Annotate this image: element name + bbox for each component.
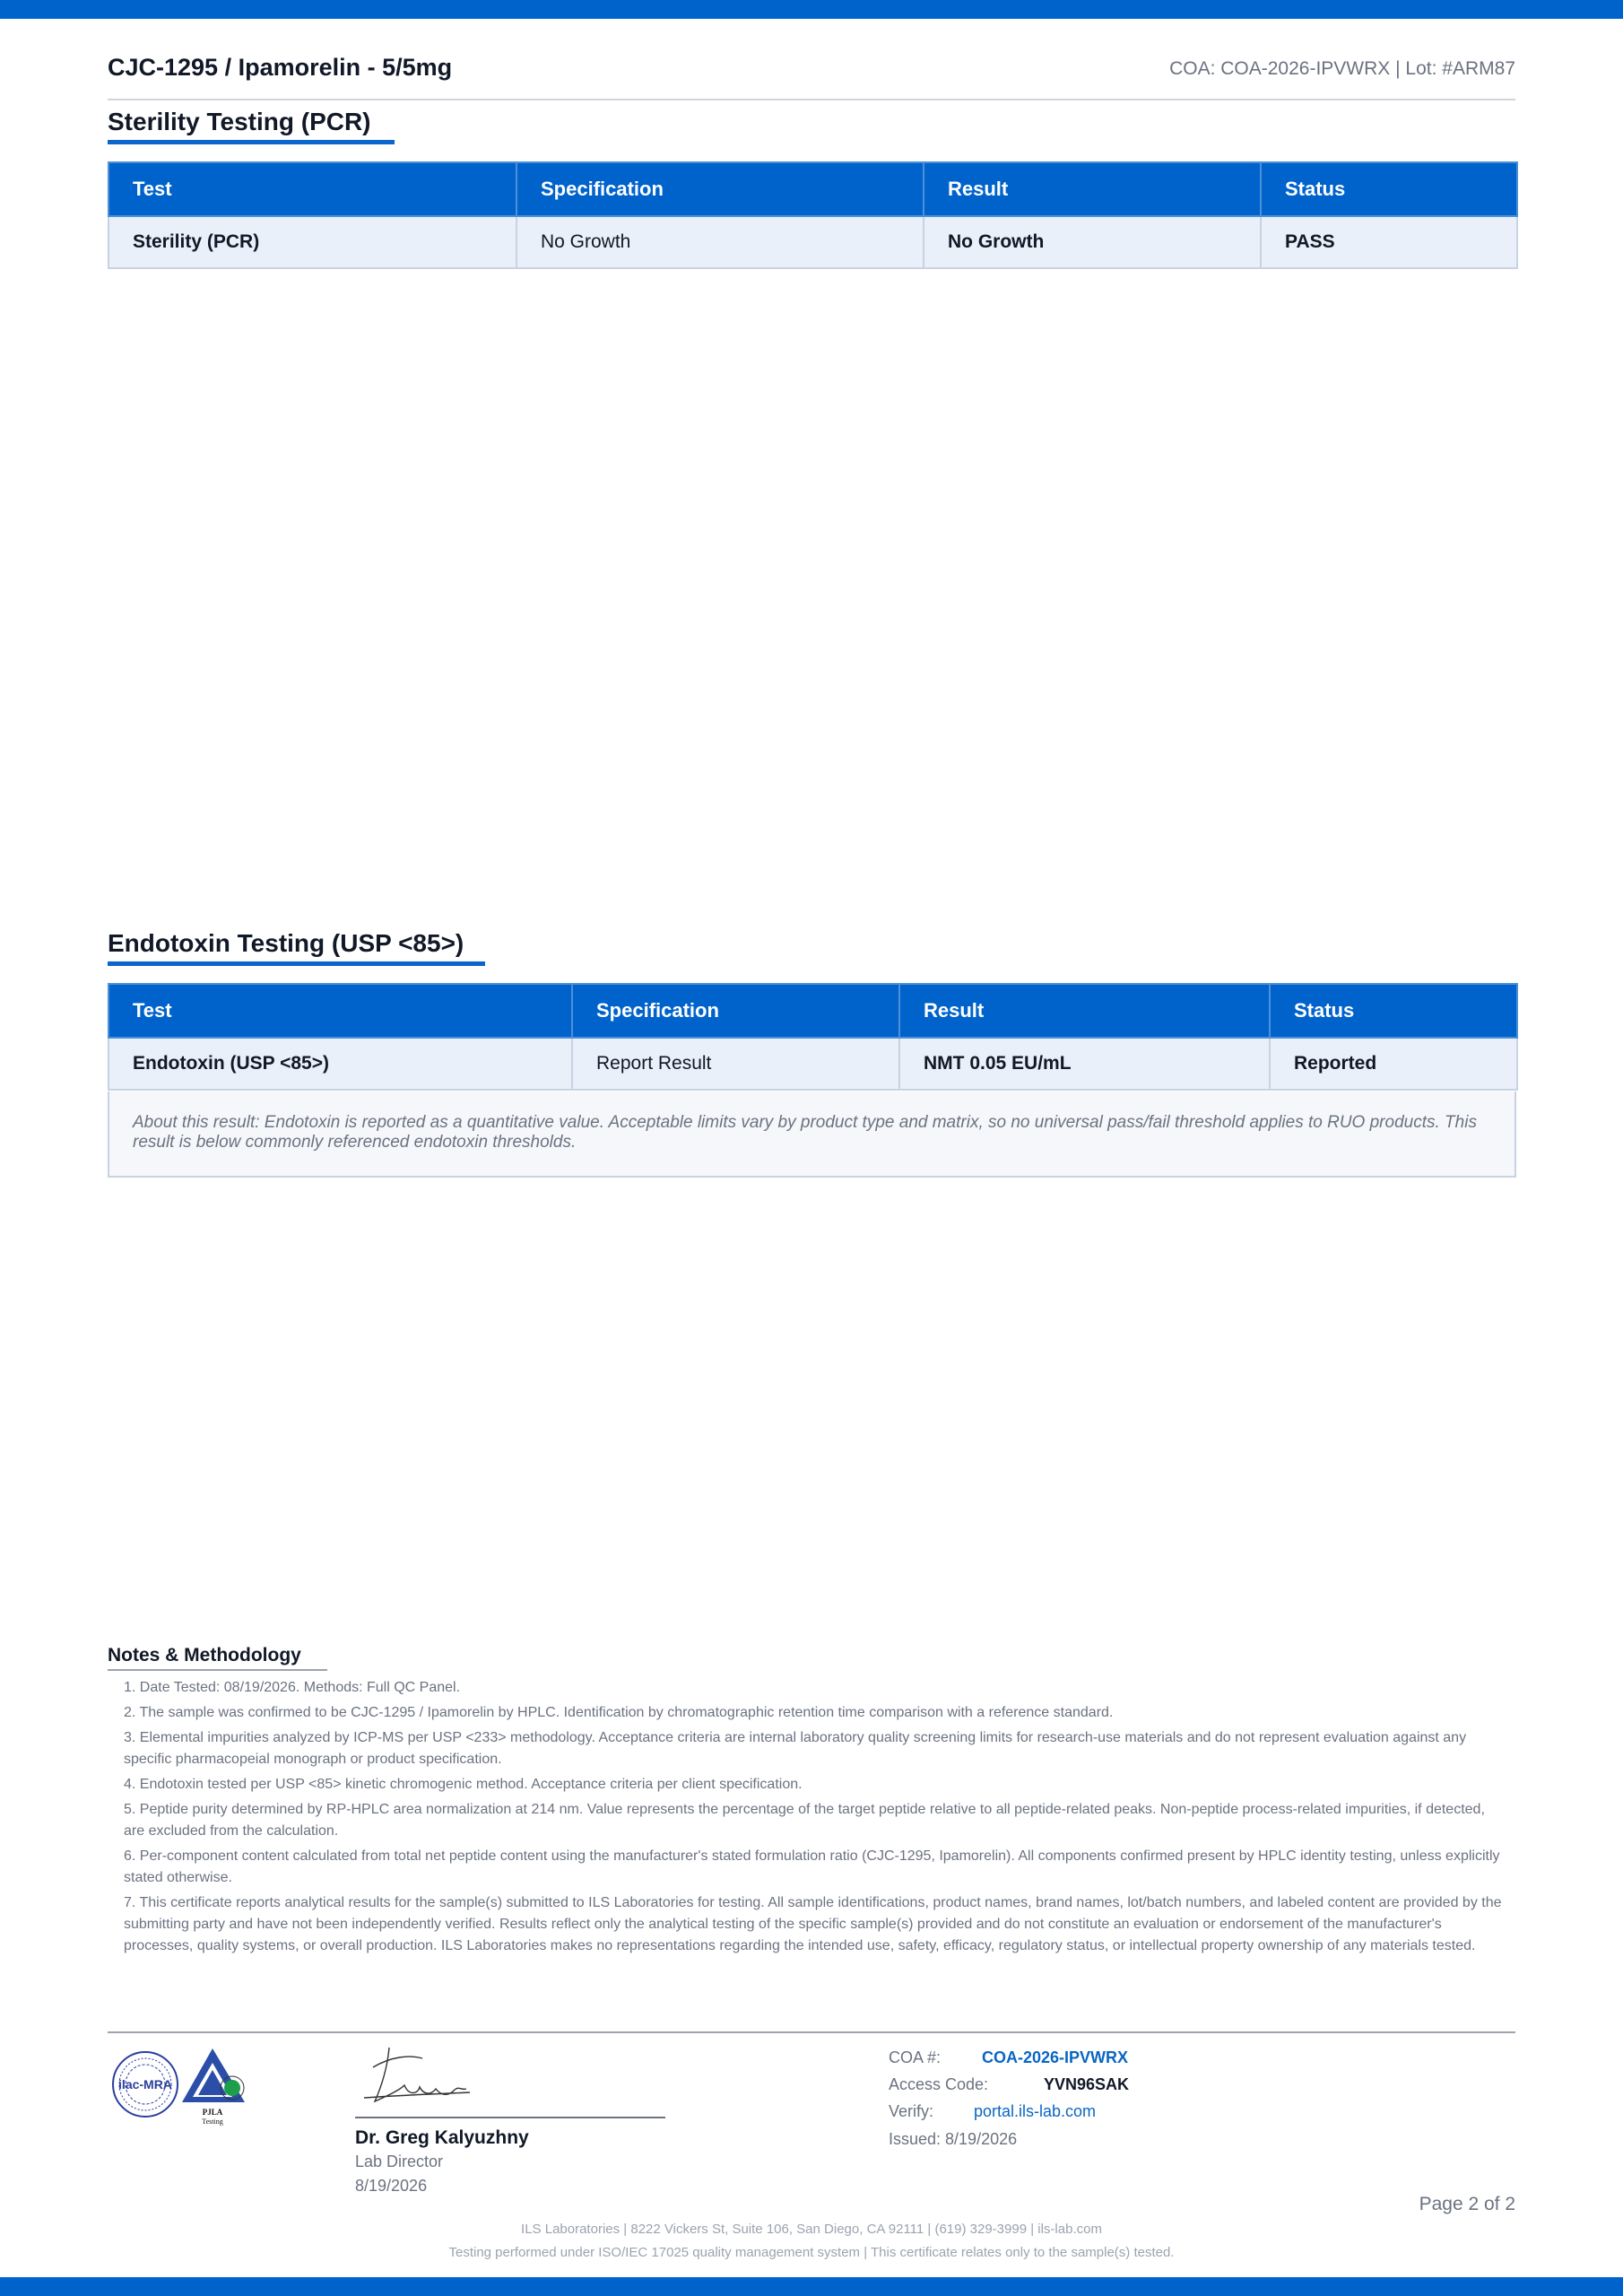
signature-date: 8/19/2026 <box>355 2177 428 2195</box>
sterility-title-underline <box>108 140 395 144</box>
notes-divider <box>108 1669 327 1671</box>
column-header-status: Status <box>1270 984 1517 1038</box>
column-header-test: Test <box>108 162 516 216</box>
table-row <box>108 1038 1517 1090</box>
signer-name: Dr. Greg Kalyuzhny <box>355 2127 529 2148</box>
table-header-row <box>108 984 1517 1038</box>
coa-number-label: COA #: <box>889 2048 942 2066</box>
list-item: 7. This certificate reports analytical results for the sample(s) submitted to ILS Laboratories for testing. All sample identifications, product names, brand names, lot/batch numbers, and labeled content are provided by the submitting party and have not been independently verified. Results reflect only the analytical testing of the specific sample(s) provided and do not constitute an evaluation or endorsement of the manufacturer's processes, quality systems, or overall production. ILS Laboratories makes no representations regarding the intended use, safety, efficacy, regulatory status, or intellectual property ownership of any materials tested. <box>124 1895 1502 1953</box>
issued-date: Issued: 8/19/2026 <box>889 2130 1018 2148</box>
cell-specification: Report Result <box>572 1038 899 1090</box>
coa-lot-reference: COA: COA-2026-IPVWRX | Lot: #ARM87 <box>1169 58 1515 79</box>
lab-contact-footer: ILS Laboratories | 8222 Vickers St, Suite 106, San Diego, CA 92111 | (619) 329-3999 | ils-lab.com <box>521 2222 1102 2237</box>
notes-title: Notes & Methodology <box>108 1645 301 1665</box>
pjla-subtext: Testing <box>202 2118 223 2126</box>
table-header-row <box>108 162 1517 216</box>
list-item: 5. Peptide purity determined by RP-HPLC area normalization at 214 nm. Value represents the percentage of the target peptide relative to all peptide-related peaks. Non-peptide process-related impurities, if detected, are excluded from the calculation. <box>124 1802 1485 1839</box>
cell-specification: No Growth <box>516 216 924 268</box>
endotoxin-section-title: Endotoxin Testing (USP <85>) <box>108 929 464 957</box>
endotoxin-table <box>108 983 1518 1091</box>
status-badge: Reported <box>1270 1038 1517 1090</box>
column-header-specification: Specification <box>572 984 899 1038</box>
list-item: 1. Date Tested: 08/19/2026. Methods: Full QC Panel. <box>124 1680 461 1695</box>
signer-role: Lab Director <box>355 2152 444 2170</box>
column-header-result: Result <box>924 162 1261 216</box>
coa-number-value: COA-2026-IPVWRX <box>982 2048 1129 2066</box>
pjla-testing-seal-icon <box>182 2047 252 2131</box>
accreditation-footer: Testing performed under ISO/IEC 17025 quality management system | This certificate relates only to the sample(s) tested. <box>448 2245 1175 2260</box>
sterility-section-title: Sterility Testing (PCR) <box>108 108 371 135</box>
endotoxin-result-note: About this result: Endotoxin is reported as a quantitative value. Acceptable limits vary by product type and matrix, so no universal pass/fail threshold applies to RUO products. This result is below commonly referenced endotoxin thresholds. <box>108 1091 1516 1178</box>
ilac-mra-text: ilac-MRA <box>118 2077 172 2092</box>
signature-line <box>355 2117 665 2118</box>
document-title: CJC-1295 / Ipamorelin - 5/5mg <box>108 54 453 81</box>
access-code-label: Access Code: <box>889 2075 989 2093</box>
top-accent-bar <box>0 0 1623 19</box>
ilac-mra-seal-icon <box>111 2050 179 2118</box>
page-number: Page 2 of 2 <box>1419 2194 1515 2214</box>
verify-portal-link[interactable]: portal.ils-lab.com <box>974 2102 1097 2120</box>
table-row <box>108 216 1517 268</box>
cell-result: No Growth <box>924 216 1261 268</box>
endotoxin-title-underline <box>108 961 485 966</box>
pjla-text: PJLA <box>202 2108 223 2117</box>
column-header-result: Result <box>899 984 1270 1038</box>
notes-list <box>124 1677 1505 1961</box>
column-header-status: Status <box>1261 162 1517 216</box>
bottom-accent-bar <box>0 2277 1623 2296</box>
cell-test: Sterility (PCR) <box>108 216 516 268</box>
list-item: 3. Elemental impurities analyzed by ICP-MS per USP <233> methodology. Acceptance criteria are internal laboratory quality screening limits for research-use materials and do not represent evaluation against any specific pharmacopeial monograph or product specification. <box>124 1730 1467 1767</box>
cell-result: NMT 0.05 EU/mL <box>899 1038 1270 1090</box>
column-header-specification: Specification <box>516 162 924 216</box>
verify-label: Verify: <box>889 2102 934 2120</box>
access-code-value: YVN96SAK <box>1044 2075 1130 2093</box>
list-item: 4. Endotoxin tested per USP <85> kinetic chromogenic method. Acceptance criteria per client specification. <box>124 1777 803 1792</box>
sterility-table <box>108 161 1518 269</box>
status-badge: PASS <box>1261 216 1517 268</box>
list-item: 2. The sample was confirmed to be CJC-1295 / Ipamorelin by HPLC. Identification by chromatographic retention time comparison with a reference standard. <box>124 1705 1114 1720</box>
cell-test: Endotoxin (USP <85>) <box>108 1038 572 1090</box>
handwritten-signature <box>355 2040 481 2112</box>
document-header <box>108 54 1515 100</box>
column-header-test: Test <box>108 984 572 1038</box>
footer-divider <box>108 2031 1515 2033</box>
list-item: 6. Per-component content calculated from total net peptide content using the manufacturer's stated formulation ratio (CJC-1295, Ipamorelin). All components confirmed present by HPLC identity testing, unless explicitly stated otherwise. <box>124 1848 1500 1885</box>
